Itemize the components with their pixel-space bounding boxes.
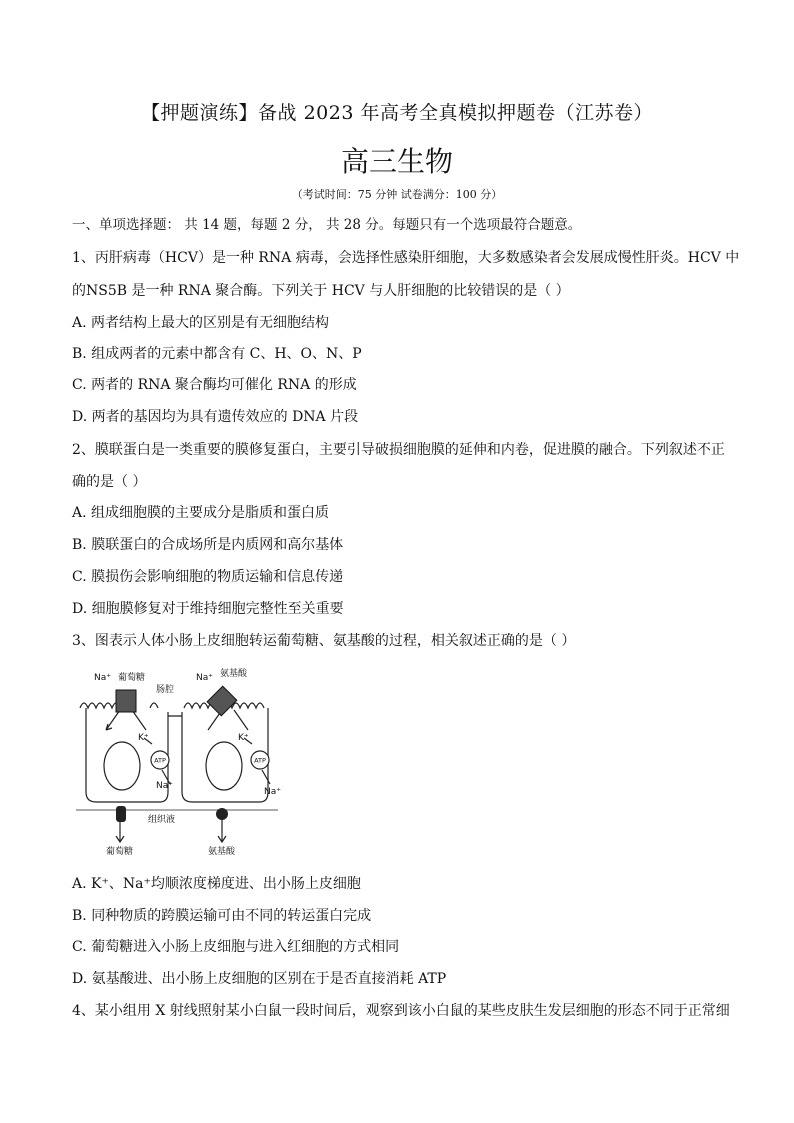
label-amino-acid-bottom: 氨基酸	[208, 847, 236, 857]
page-title: 【押题演练】备战 2023 年高考全真模拟押题卷（江苏卷）	[141, 102, 653, 124]
label-atp-1: ATP	[154, 756, 166, 765]
amino-acid-basal-carrier	[216, 808, 228, 820]
microvilli	[80, 703, 264, 708]
glucose-basal-carrier	[116, 806, 126, 822]
label-glucose-bottom: 葡萄糖	[106, 847, 134, 857]
subject-title: 高三生物	[340, 145, 453, 178]
q1-stem-line-2: 的NS5B 是一种 RNA 聚合酶。下列关于 HCV 与人肝细胞的比较错误的是（ ）	[72, 283, 570, 299]
q2-option-d: D. 细胞膜修复对于维持细胞完整性至关重要	[72, 601, 344, 617]
q2-stem-line-1: 2、膜联蛋白是一类重要的膜修复蛋白，主要引导破损细胞膜的延伸和内卷，促进膜的融合。下列叙述不正	[72, 442, 725, 458]
q2-option-c: C. 膜损伤会影响细胞的物质运输和信息传递	[72, 569, 344, 585]
q3-option-b: B. 同种物质的跨膜运输可由不同的转运蛋白完成	[72, 908, 372, 924]
q3-stem-line-1: 3、图表示人体小肠上皮细胞转运葡萄糖、氨基酸的过程，相关叙述正确的是（ ）	[72, 633, 576, 649]
q1-option-c: C. 两者的 RNA 聚合酶均可催化 RNA 的形成	[72, 377, 357, 393]
label-k-plus-2: K⁺	[238, 733, 249, 743]
label-na-plus-3: Na⁺	[156, 781, 173, 791]
label-lumen: 肠腔	[156, 685, 175, 695]
label-k-plus-1: K⁺	[138, 733, 149, 743]
q2-stem-line-2: 确的是（ ）	[72, 474, 147, 490]
q3-option-d: D. 氨基酸进、出小肠上皮细胞的区别在于是否直接消耗 ATP	[72, 971, 447, 987]
label-amino-acid-top: 氨基酸	[220, 669, 248, 679]
q1-option-d: D. 两者的基因均为具有遗传效应的 DNA 片段	[72, 409, 359, 425]
q2-option-a: A. 组成细胞膜的主要成分是脂质和蛋白质	[72, 505, 330, 521]
amino-acid-carrier	[207, 686, 237, 716]
intestinal-transport-diagram	[72, 660, 292, 860]
label-atp-2: ATP	[254, 756, 266, 765]
q1-option-a: A. 两者结构上最大的区别是有无细胞结构	[72, 315, 330, 331]
nucleus-2	[206, 742, 242, 790]
q1-option-b: B. 组成两者的元素中都含有 C、H、O、N、P	[72, 346, 362, 362]
label-na-plus-4: Na⁺	[264, 787, 281, 797]
q3-option-a: A. K⁺、Na⁺均顺浓度梯度进、出小肠上皮细胞	[72, 876, 361, 892]
exam-info: （考试时间：75 分钟 试卷满分：100 分）	[291, 188, 503, 201]
label-glucose-top: 葡萄糖	[118, 673, 146, 683]
section-heading: 一、单项选择题： 共 14 题，每题 2 分， 共 28 分。每题只有一个选项最符合题意。	[72, 217, 582, 233]
q3-option-c: C. 葡萄糖进入小肠上皮细胞与进入红细胞的方式相同	[72, 939, 400, 955]
glucose-carrier	[116, 690, 136, 712]
label-tissue-fluid: 组织液	[148, 815, 176, 825]
label-na-plus-2: Na⁺	[196, 673, 213, 683]
q4-stem-line-1: 4、某小组用 X 射线照射某小白鼠一段时间后，观察到该小白鼠的某些皮肤生发层细胞的形态不同于正常细	[72, 1003, 730, 1019]
nucleus-1	[104, 742, 140, 790]
label-na-plus-1: Na⁺	[94, 673, 111, 683]
q2-option-b: B. 膜联蛋白的合成场所是内质网和高尔基体	[72, 537, 344, 553]
q1-stem-line-1: 1、丙肝病毒（HCV）是一种 RNA 病毒，会选择性感染肝细胞，大多数感染者会发展成慢性肝炎。HCV 中	[72, 250, 740, 266]
